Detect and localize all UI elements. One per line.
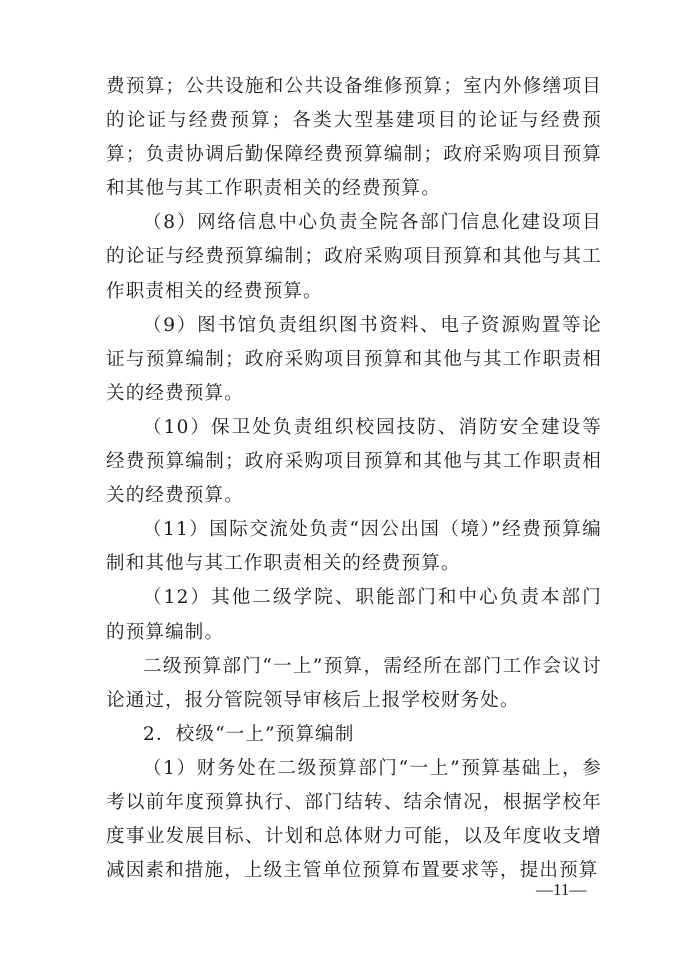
paragraph-item-11: （11）国际交流处负责“因公出国（境）”经费预算编制和其他与其工作职责相关的经费预算。 (106, 519, 602, 575)
paragraph-item-9: （9）图书馆负责组织图书资料、电子资源购置等论证与预算编制；政府采购项目预算和其他与其工作职责相关的经费预算。 (106, 314, 602, 404)
paragraph-item-10: （10）保卫处负责组织校园技防、消防安全建设等经费预算编制；政府采购项目预算和其他与其工作职责相关的经费预算。 (106, 416, 602, 507)
paragraph-item-8: （8）网络信息中心负责全院各部门信息化建设项目的论证与经费预算编制；政府采购项目预算和其他与其工作职责相关的经费预算。 (106, 212, 602, 302)
body-text (106, 70, 602, 888)
paragraph-continuation: 费预算；公共设施和公共设备维修预算；室内外修缮项目的论证与经费预算；各类大型基建项目的论证与经费预算；负责协调后勤保障经费预算编制；政府采购项目预算和其他与其工作职责相关的经费预算。 (106, 76, 602, 200)
section-heading: 2．校级“一上”预算编制 (143, 723, 355, 745)
paragraph-item-12: （12）其他二级学院、职能部门和中心负责本部门的预算编制。 (106, 587, 602, 643)
paragraph-approval: 二级预算部门“一上”预算，需经所在部门工作会议讨论通过，报分管院领导审核后上报学校财务处。 (106, 655, 602, 711)
paragraph-item-1: （1）财务处在二级预算部门“一上”预算基础上，参考以前年度预算执行、部门结转、结余情况，根据学校年度事业发展目标、计划和总体财力可能，以及年度收支增减因素和措施，上级主管单位预算布置要求等，提出预算 (106, 757, 602, 882)
page-number: —11— (536, 880, 587, 899)
